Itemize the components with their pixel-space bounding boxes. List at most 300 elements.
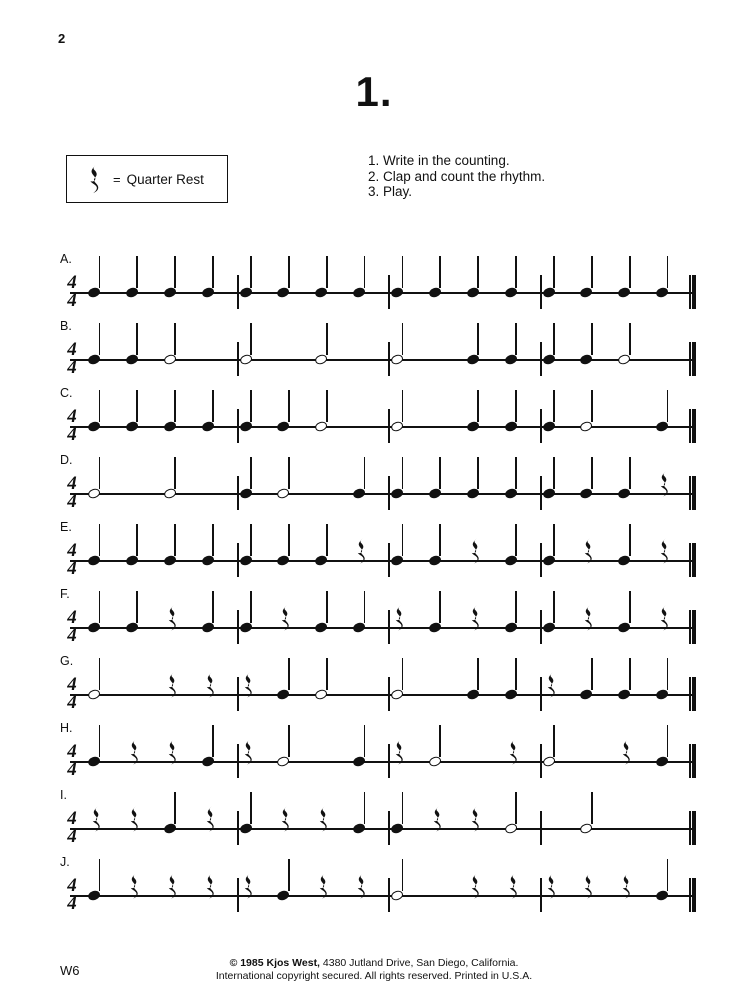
measure (86, 319, 238, 386)
note-stem (288, 524, 290, 556)
final-double-barline (689, 677, 696, 711)
quarter-rest-icon (391, 603, 405, 633)
note-stem (99, 591, 101, 623)
quarter-rest-icon (429, 804, 443, 834)
legend-box (66, 155, 228, 203)
exercise-system (0, 386, 748, 453)
time-signature-top: 4 (67, 272, 77, 293)
beat-slot (465, 788, 503, 855)
exercise-system (0, 319, 748, 386)
exercise-label: H. (60, 721, 73, 735)
exercise-label: E. (60, 520, 72, 534)
exercise-system (0, 587, 748, 654)
beat-slot (275, 721, 313, 788)
footer-code: W6 (60, 963, 80, 978)
beat-slot (124, 386, 162, 453)
note-stem (250, 256, 252, 288)
measure (86, 788, 238, 855)
instruction-item: 2. Clap and count the rhythm. (368, 168, 546, 184)
note-stem (326, 323, 328, 355)
time-signature-top: 4 (67, 607, 77, 628)
beat-slot (389, 654, 427, 721)
note-stem (99, 457, 101, 489)
note-stem (629, 524, 631, 556)
measure (389, 252, 541, 319)
beat-slot (200, 252, 238, 319)
note-stem (667, 859, 669, 891)
note-stem (136, 323, 138, 355)
measure (389, 386, 541, 453)
note-stem (629, 457, 631, 489)
copyright-publisher: © 1985 Kjos West, (229, 957, 320, 969)
quarter-rest-icon (580, 871, 594, 901)
beat-slot (616, 721, 654, 788)
final-double-barline (689, 878, 696, 912)
note-stem (667, 725, 669, 757)
beat-slot (578, 386, 616, 453)
beat-slot (86, 520, 124, 587)
time-signature-top: 4 (67, 406, 77, 427)
time-signature-top: 4 (67, 674, 77, 695)
quarter-rest-icon (505, 871, 519, 901)
quarter-rest-icon (656, 469, 670, 499)
beat-slot (541, 386, 579, 453)
beat-slot (162, 453, 200, 520)
beat-slot (313, 453, 351, 520)
note-stem (629, 658, 631, 690)
quarter-rest-icon (467, 871, 481, 901)
exercise-systems (0, 252, 748, 922)
quarter-rest-icon (202, 670, 216, 700)
beat-slot (427, 721, 465, 788)
legend-equals-sign: = (113, 171, 121, 187)
beat-slot (427, 855, 465, 922)
note-stem (364, 792, 366, 824)
measure (389, 721, 541, 788)
beat-slot (275, 788, 313, 855)
quarter-rest-icon (580, 603, 594, 633)
beat-slot (616, 252, 654, 319)
note-stem (553, 524, 555, 556)
beat-slot (465, 721, 503, 788)
final-double-barline (689, 342, 696, 376)
measure (238, 252, 390, 319)
beat-slot (351, 386, 389, 453)
measure (86, 453, 238, 520)
time-signature-top: 4 (67, 741, 77, 762)
time-signature (62, 341, 82, 378)
beat-slot (578, 654, 616, 721)
note-stem (212, 591, 214, 623)
note-stem (174, 323, 176, 355)
beat-slot (578, 855, 616, 922)
measures-row (86, 721, 692, 788)
measure (238, 319, 390, 386)
beat-slot (238, 855, 276, 922)
exercise-system (0, 520, 748, 587)
beat-slot (503, 252, 541, 319)
instructions-list (368, 153, 545, 200)
exercise-system (0, 788, 748, 855)
note-stem (515, 323, 517, 355)
beat-slot (389, 252, 427, 319)
note-stem (288, 256, 290, 288)
beat-slot (351, 788, 389, 855)
quarter-rest-icon (164, 603, 178, 633)
beat-slot (427, 587, 465, 654)
note-stem (212, 256, 214, 288)
beat-slot (162, 587, 200, 654)
time-signature-top: 4 (67, 473, 77, 494)
measure (541, 252, 693, 319)
final-double-barline (689, 275, 696, 309)
beat-slot (389, 788, 427, 855)
exercise-label: C. (60, 386, 73, 400)
measure (541, 386, 693, 453)
quarter-rest-icon (391, 737, 405, 767)
note-stem (402, 524, 404, 556)
note-stem (174, 524, 176, 556)
quarter-rest-icon (315, 871, 329, 901)
time-signature (62, 475, 82, 512)
copyright-notice: International copyright secured. All rights reserved. Printed in U.S.A. (215, 969, 533, 982)
note-stem (364, 725, 366, 757)
beat-slot (541, 855, 579, 922)
beat-slot (86, 788, 124, 855)
quarter-rest-icon (164, 737, 178, 767)
beat-slot (351, 319, 389, 386)
exercise-system (0, 453, 748, 520)
note-stem (99, 524, 101, 556)
note-stem (439, 591, 441, 623)
beat-slot (541, 453, 579, 520)
beat-slot (578, 252, 616, 319)
beat-slot (275, 654, 313, 721)
exercise-label: J. (60, 855, 70, 869)
page-number: 2 (58, 31, 66, 46)
beat-slot (351, 654, 389, 721)
beat-slot (162, 520, 200, 587)
measure (86, 587, 238, 654)
note-stem (591, 390, 593, 422)
note-stem (439, 524, 441, 556)
time-signature-bottom: 4 (67, 424, 77, 445)
note-stem (364, 256, 366, 288)
beat-slot (124, 453, 162, 520)
note-stem (402, 792, 404, 824)
instruction-item: 1. Write in the counting. (368, 153, 510, 168)
note-stem (591, 658, 593, 690)
beat-slot (162, 721, 200, 788)
beat-slot (124, 319, 162, 386)
note-stem (364, 457, 366, 489)
beat-slot (616, 855, 654, 922)
beat-slot (275, 453, 313, 520)
quarter-rest-icon (543, 871, 557, 901)
beat-slot (162, 252, 200, 319)
exercise-label: A. (60, 252, 72, 266)
quarter-rest-icon (240, 871, 254, 901)
beat-slot (389, 386, 427, 453)
beat-slot (465, 453, 503, 520)
measure (541, 788, 693, 855)
time-signature-bottom: 4 (67, 826, 77, 847)
measures-row (86, 453, 692, 520)
note-stem (439, 457, 441, 489)
note-stem (629, 256, 631, 288)
note-stem (402, 323, 404, 355)
beat-slot (465, 587, 503, 654)
quarter-rest-icon (353, 536, 367, 566)
time-signature (62, 274, 82, 311)
measures-row (86, 386, 692, 453)
quarter-rest-icon (202, 871, 216, 901)
note-stem (288, 658, 290, 690)
note-stem (591, 792, 593, 824)
measure (238, 520, 390, 587)
note-stem (553, 256, 555, 288)
note-stem (629, 323, 631, 355)
note-stem (364, 591, 366, 623)
quarter-rest-icon (618, 737, 632, 767)
note-stem (515, 457, 517, 489)
measure (238, 788, 390, 855)
beat-slot (578, 587, 616, 654)
note-stem (212, 390, 214, 422)
beat-slot (275, 855, 313, 922)
final-double-barline (689, 476, 696, 510)
beat-slot (503, 721, 541, 788)
measure (541, 721, 693, 788)
beat-slot (86, 252, 124, 319)
note-stem (99, 859, 101, 891)
measure (541, 654, 693, 721)
beat-slot (465, 319, 503, 386)
beat-slot (351, 721, 389, 788)
note-stem (99, 390, 101, 422)
beat-slot (124, 520, 162, 587)
beat-slot (313, 319, 351, 386)
note-stem (326, 591, 328, 623)
beat-slot (162, 386, 200, 453)
note-stem (477, 256, 479, 288)
note-stem (553, 390, 555, 422)
beat-slot (389, 587, 427, 654)
note-stem (250, 591, 252, 623)
measure (238, 721, 390, 788)
note-stem (477, 323, 479, 355)
measure (389, 788, 541, 855)
beat-slot (86, 654, 124, 721)
note-stem (402, 390, 404, 422)
note-stem (326, 256, 328, 288)
exercise-system (0, 855, 748, 922)
note-stem (288, 457, 290, 489)
beat-slot (503, 386, 541, 453)
beat-slot (238, 520, 276, 587)
note-stem (667, 256, 669, 288)
time-signature (62, 877, 82, 914)
beat-slot (654, 252, 692, 319)
beat-slot (351, 520, 389, 587)
beat-slot (503, 855, 541, 922)
beat-slot (541, 319, 579, 386)
time-signature (62, 810, 82, 847)
note-stem (288, 390, 290, 422)
beat-slot (124, 788, 162, 855)
note-stem (136, 591, 138, 623)
exercise-label: D. (60, 453, 73, 467)
quarter-rest-icon (277, 603, 291, 633)
beat-slot (275, 520, 313, 587)
note-stem (553, 457, 555, 489)
quarter-rest-icon (126, 804, 140, 834)
beat-slot (238, 453, 276, 520)
beat-slot (503, 453, 541, 520)
quarter-rest-icon (277, 804, 291, 834)
quarter-rest-icon (656, 536, 670, 566)
measure (238, 654, 390, 721)
note-stem (402, 256, 404, 288)
beat-slot (162, 654, 200, 721)
beat-slot (654, 855, 692, 922)
note-stem (174, 256, 176, 288)
time-signature-bottom: 4 (67, 893, 77, 914)
exercise-label: G. (60, 654, 74, 668)
quarter-rest-icon (505, 737, 519, 767)
beat-slot (654, 520, 692, 587)
exercise-label: I. (60, 788, 67, 802)
beat-slot (238, 721, 276, 788)
time-signature-bottom: 4 (67, 558, 77, 579)
beat-slot (541, 721, 579, 788)
note-stem (326, 524, 328, 556)
measure (541, 587, 693, 654)
beat-slot (578, 453, 616, 520)
beat-slot (86, 386, 124, 453)
note-stem (212, 524, 214, 556)
note-stem (477, 390, 479, 422)
measure (541, 319, 693, 386)
beat-slot (465, 654, 503, 721)
beat-slot (465, 855, 503, 922)
note-stem (667, 658, 669, 690)
quarter-rest-icon (467, 804, 481, 834)
note-stem (667, 390, 669, 422)
measure (238, 855, 390, 922)
note-stem (136, 390, 138, 422)
exercise-label: F. (60, 587, 70, 601)
time-signature-top: 4 (67, 339, 77, 360)
beat-slot (654, 386, 692, 453)
note-stem (288, 859, 290, 891)
beat-slot (427, 788, 465, 855)
beat-slot (654, 453, 692, 520)
time-signature (62, 676, 82, 713)
beat-slot (541, 654, 579, 721)
beat-slot (124, 855, 162, 922)
note-stem (515, 256, 517, 288)
note-stem (99, 323, 101, 355)
note-stem (212, 725, 214, 757)
note-stem (515, 524, 517, 556)
beat-slot (389, 453, 427, 520)
exercise-label: B. (60, 319, 72, 333)
beat-slot (351, 453, 389, 520)
note-stem (326, 390, 328, 422)
beat-slot (427, 453, 465, 520)
note-stem (288, 725, 290, 757)
quarter-rest-icon (164, 871, 178, 901)
measures-row (86, 855, 692, 922)
beat-slot (162, 788, 200, 855)
beat-slot (541, 587, 579, 654)
note-stem (515, 792, 517, 824)
quarter-rest-icon (618, 871, 632, 901)
final-double-barline (689, 811, 696, 845)
note-stem (515, 658, 517, 690)
note-stem (439, 725, 441, 757)
note-stem (402, 457, 404, 489)
note-stem (174, 457, 176, 489)
beat-slot (465, 386, 503, 453)
exercise-system (0, 721, 748, 788)
beat-slot (238, 587, 276, 654)
beat-slot (86, 721, 124, 788)
copyright-address: 4380 Jutland Drive, San Diego, California. (319, 957, 519, 969)
legend-label: Quarter Rest (126, 171, 204, 187)
beat-slot (238, 319, 276, 386)
measure (389, 319, 541, 386)
beat-slot (313, 386, 351, 453)
instruction-item: 3. Play. (368, 184, 413, 200)
measure (238, 587, 390, 654)
measure (86, 855, 238, 922)
note-stem (250, 390, 252, 422)
measures-row (86, 520, 692, 587)
quarter-rest-icon (656, 603, 670, 633)
measure (389, 453, 541, 520)
quarter-rest-icon (83, 162, 103, 196)
quarter-rest-icon (126, 737, 140, 767)
note-stem (174, 792, 176, 824)
measure (86, 252, 238, 319)
measures-row (86, 654, 692, 721)
beat-slot (124, 587, 162, 654)
note-stem (250, 524, 252, 556)
beat-slot (86, 855, 124, 922)
note-stem (591, 256, 593, 288)
beat-slot (200, 319, 238, 386)
note-stem (174, 390, 176, 422)
time-signature (62, 408, 82, 445)
beat-slot (427, 520, 465, 587)
time-signature-bottom: 4 (67, 491, 77, 512)
note-stem (477, 457, 479, 489)
beat-slot (313, 788, 351, 855)
beat-slot (351, 587, 389, 654)
quarter-rest-icon (580, 536, 594, 566)
beat-slot (86, 319, 124, 386)
quarter-rest-icon (240, 737, 254, 767)
note-stem (629, 591, 631, 623)
beat-slot (654, 587, 692, 654)
measure (238, 386, 390, 453)
final-double-barline (689, 744, 696, 778)
beat-slot (578, 520, 616, 587)
beat-slot (578, 319, 616, 386)
beat-slot (616, 587, 654, 654)
